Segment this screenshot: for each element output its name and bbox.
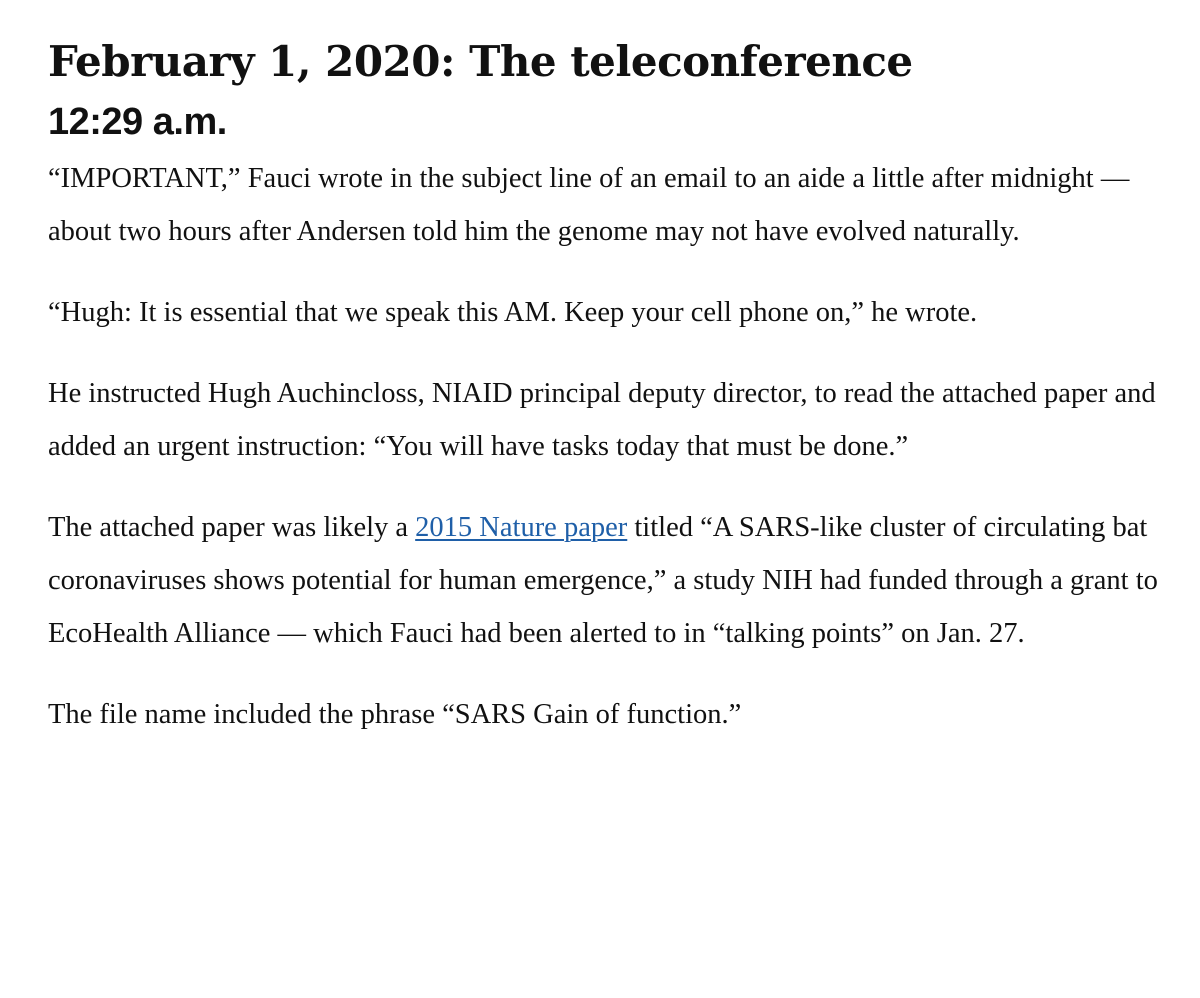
paragraph-important-email: “IMPORTANT,” Fauci wrote in the subject line of an email to an aide a little after midnight — about two hours after Andersen told him the genome may not have evolved naturally.: [48, 163, 1130, 247]
paragraph-text-after-link: titled “A SARS-like cluster of circulating bat coronaviruses shows potential for human emergence,” a study NIH had funded through a grant to EcoHealth Alliance — which Fauci had been alerted to in “talking points” on Jan. 27.: [48, 512, 1158, 649]
article: [48, 34, 1178, 741]
paragraph-file-name: The file name included the phrase “SARS Gain of function.”: [48, 699, 742, 730]
paragraph-hugh-quote: “Hugh: It is essential that we speak this AM. Keep your cell phone on,” he wrote.: [48, 297, 978, 328]
timestamp-subheading: 12:29 a.m.: [48, 101, 227, 143]
paragraph-nature-paper: [48, 501, 1178, 660]
article-headline: February 1, 2020: The teleconference: [48, 37, 913, 86]
article-body: [48, 152, 1178, 741]
nature-paper-link[interactable]: 2015 Nature paper: [415, 512, 628, 543]
paragraph-text-before-link: The attached paper was likely a: [48, 512, 416, 543]
paragraph-auchincloss-instruction: He instructed Hugh Auchincloss, NIAID principal deputy director, to read the attached paper and added an urgent instruction: “You will have tasks today that must be done.”: [48, 378, 1156, 462]
